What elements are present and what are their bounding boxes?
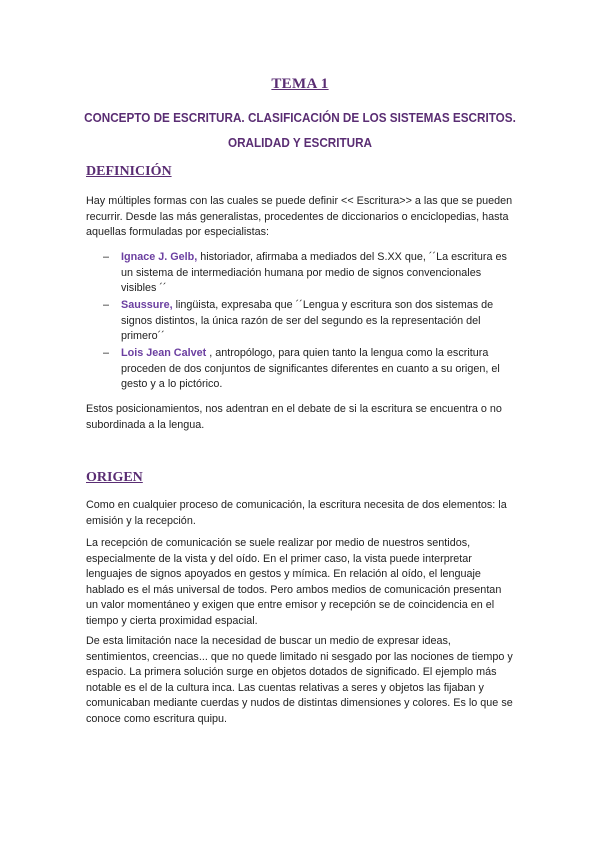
list-item-text: lingüista, expresaba que ´´Lengua y escritura son dos sistemas de signos distintos, la única razón de ser del segundo es la representación del primero´´ [121,299,494,343]
document-title: TEMA 1 [271,76,329,92]
list-item-saussure [121,298,516,345]
definicion-intro: Hay múltiples formas con las cuales se puede definir << Escritura>> a las que se pueden recurrir. Desde las más generalistas, procedentes de diccionarios o enciclopedias, hasta aquellas formuladas por especialistas: [86,195,513,239]
author-name: Ignace J. Gelb, [121,251,198,263]
list-item-text: , antropólogo, para quien tanto la lengua como la escritura proceden de dos conjuntos de significantes diferentes en cuanto a su origen, el gesto y a lo pictórico. [121,347,500,391]
author-name: Lois Jean Calvet [121,347,207,359]
origen-paragraph-1: Como en cualquier proceso de comunicación, la escritura necesita de dos elementos: la emisión y la recepción. [86,499,507,527]
definicion-closing: Estos posicionamientos, nos adentran en el debate de si la escritura se encuentra o no subordinada a la lengua. [86,403,502,431]
list-bullet: – [103,251,110,263]
list-item-calvet [121,346,516,393]
list-item-gelb [121,250,516,297]
origen-paragraph-3: De esta limitación nace la necesidad de buscar un medio de expresar ideas, sentimientos, creencias... que no quede limitado ni sesgado por las nociones de tiempo y espacio. La primera solución surge en objetos dotados de significado. El ejemplo más notable es el de la cultura inca. Las cuentas relativas a seres y objetos las fijaban y comunicaban mediante cuerdas y nudos de distintas dimensiones y colores. Es lo que se conoce como escritura quipu. [86,635,513,725]
subtitle-line-1: CONCEPTO DE ESCRITURA. CLASIFICACIÓN DE LOS SISTEMAS ESCRITOS. [84,111,516,125]
list-item-text: historiador, afirmaba a mediados del S.XX que, ´´La escritura es un sistema de intermediación humana por medio de signos convencionales visibles ´´ [121,251,507,295]
list-bullet: – [103,347,110,359]
origen-paragraph-2: La recepción de comunicación se suele realizar por medio de nuestros sentidos, especialmente de la vista y del oído. En el primer caso, la vista puede interpretar lenguajes de signos apoyados en gestos y mímica. En relación al oído, el lenguaje hablado es el más universal de todos. Pero ambos medios de comunicación presentan un valor momentáneo y exigen que entre emisor y recepción se de coincidencia en el tiempo y cierta proximidad espacial. [86,537,502,627]
list-bullet: – [103,299,110,311]
document-subtitle [77,106,523,156]
definicion-heading: DEFINICIÓN [86,164,172,179]
origen-heading: ORIGEN [86,470,143,485]
author-name: Saussure, [121,299,173,311]
subtitle-line-2: ORALIDAD Y ESCRITURA [227,136,373,150]
